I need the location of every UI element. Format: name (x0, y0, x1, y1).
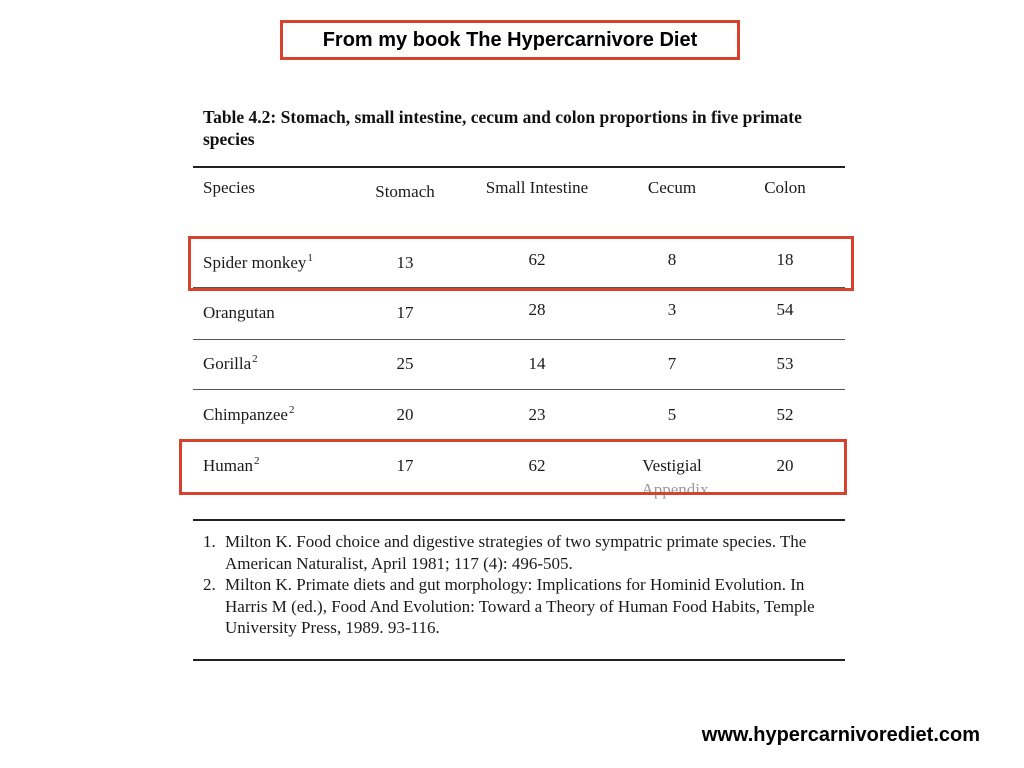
highlight-spider-monkey-row (188, 236, 854, 291)
references (203, 531, 843, 639)
cecum-value: 3 (667, 300, 677, 319)
small-intestine-value: 62 (528, 250, 546, 269)
table-top-rule (193, 166, 845, 168)
reference-item (203, 531, 843, 574)
header-species: Species (203, 178, 255, 197)
footnote-marker: 1 (307, 252, 313, 265)
stomach-value: 13 (396, 253, 414, 272)
reference-text: Milton K. Food choice and digestive strategies of two sympatric primate species. The American Naturalist, April 1981; 117 (4): 496-505. (225, 532, 807, 573)
website-url: www.hypercarnivorediet.com (701, 724, 980, 746)
header-small-intestine: Small Intestine (485, 178, 589, 197)
species-name: Orangutan (203, 303, 275, 322)
small-intestine-value: 14 (528, 354, 546, 373)
stomach-value: 17 (396, 456, 414, 475)
cecum-value: 5 (667, 405, 677, 424)
species-name: Chimpanzee (203, 405, 288, 424)
cecum-value-line2: Appendix (641, 480, 709, 499)
footnote-marker: 2 (252, 353, 258, 366)
species-name: Human (203, 456, 254, 475)
table-row (203, 405, 294, 425)
table-title: Table 4.2: Stomach, small intestine, cecum and colon proportions in five primate species (203, 107, 802, 149)
reference-item (203, 574, 843, 639)
footnote-marker: 2 (288, 404, 295, 417)
row-divider (193, 339, 845, 340)
book-banner (280, 20, 740, 60)
stomach-value: 25 (396, 354, 414, 373)
species-name: Gorilla (203, 354, 252, 373)
colon-value: 54 (776, 300, 794, 319)
reference-text: Milton K. Primate diets and gut morphology: Implications for Hominid Evolution. In Harris M (ed.), Food And Evolution: Toward a Theory of Human Food Habits, Temple University Press, 1989. 93-116. (225, 575, 815, 637)
header-colon: Colon (764, 178, 806, 197)
small-intestine-value: 23 (528, 405, 546, 424)
row-divider (193, 389, 845, 390)
table-row (203, 354, 258, 374)
header-cecum: Cecum (647, 178, 697, 197)
banner-text: From my book The Hypercarnivore Diet (322, 28, 698, 51)
footnote-marker: 2 (254, 455, 260, 468)
table-bottom-rule (193, 659, 845, 661)
species-name: Spider monkey (203, 253, 307, 272)
highlight-human-row (179, 439, 847, 495)
header-stomach: Stomach (375, 182, 435, 201)
stomach-value: 20 (396, 405, 414, 424)
colon-value: 52 (776, 405, 794, 424)
table-mid-rule (193, 519, 845, 521)
stomach-value: 17 (396, 303, 414, 322)
small-intestine-value: 62 (528, 456, 546, 475)
reference-number: 1. (203, 532, 216, 551)
cecum-value: Vestigial (642, 456, 702, 475)
colon-value: 18 (776, 250, 794, 269)
colon-value: 20 (776, 456, 794, 475)
reference-number: 2. (203, 575, 216, 594)
colon-value: 53 (776, 354, 794, 373)
cecum-value: 7 (667, 354, 677, 373)
table-row (203, 303, 275, 323)
cecum-value: 8 (667, 250, 677, 269)
small-intestine-value: 28 (528, 300, 546, 319)
